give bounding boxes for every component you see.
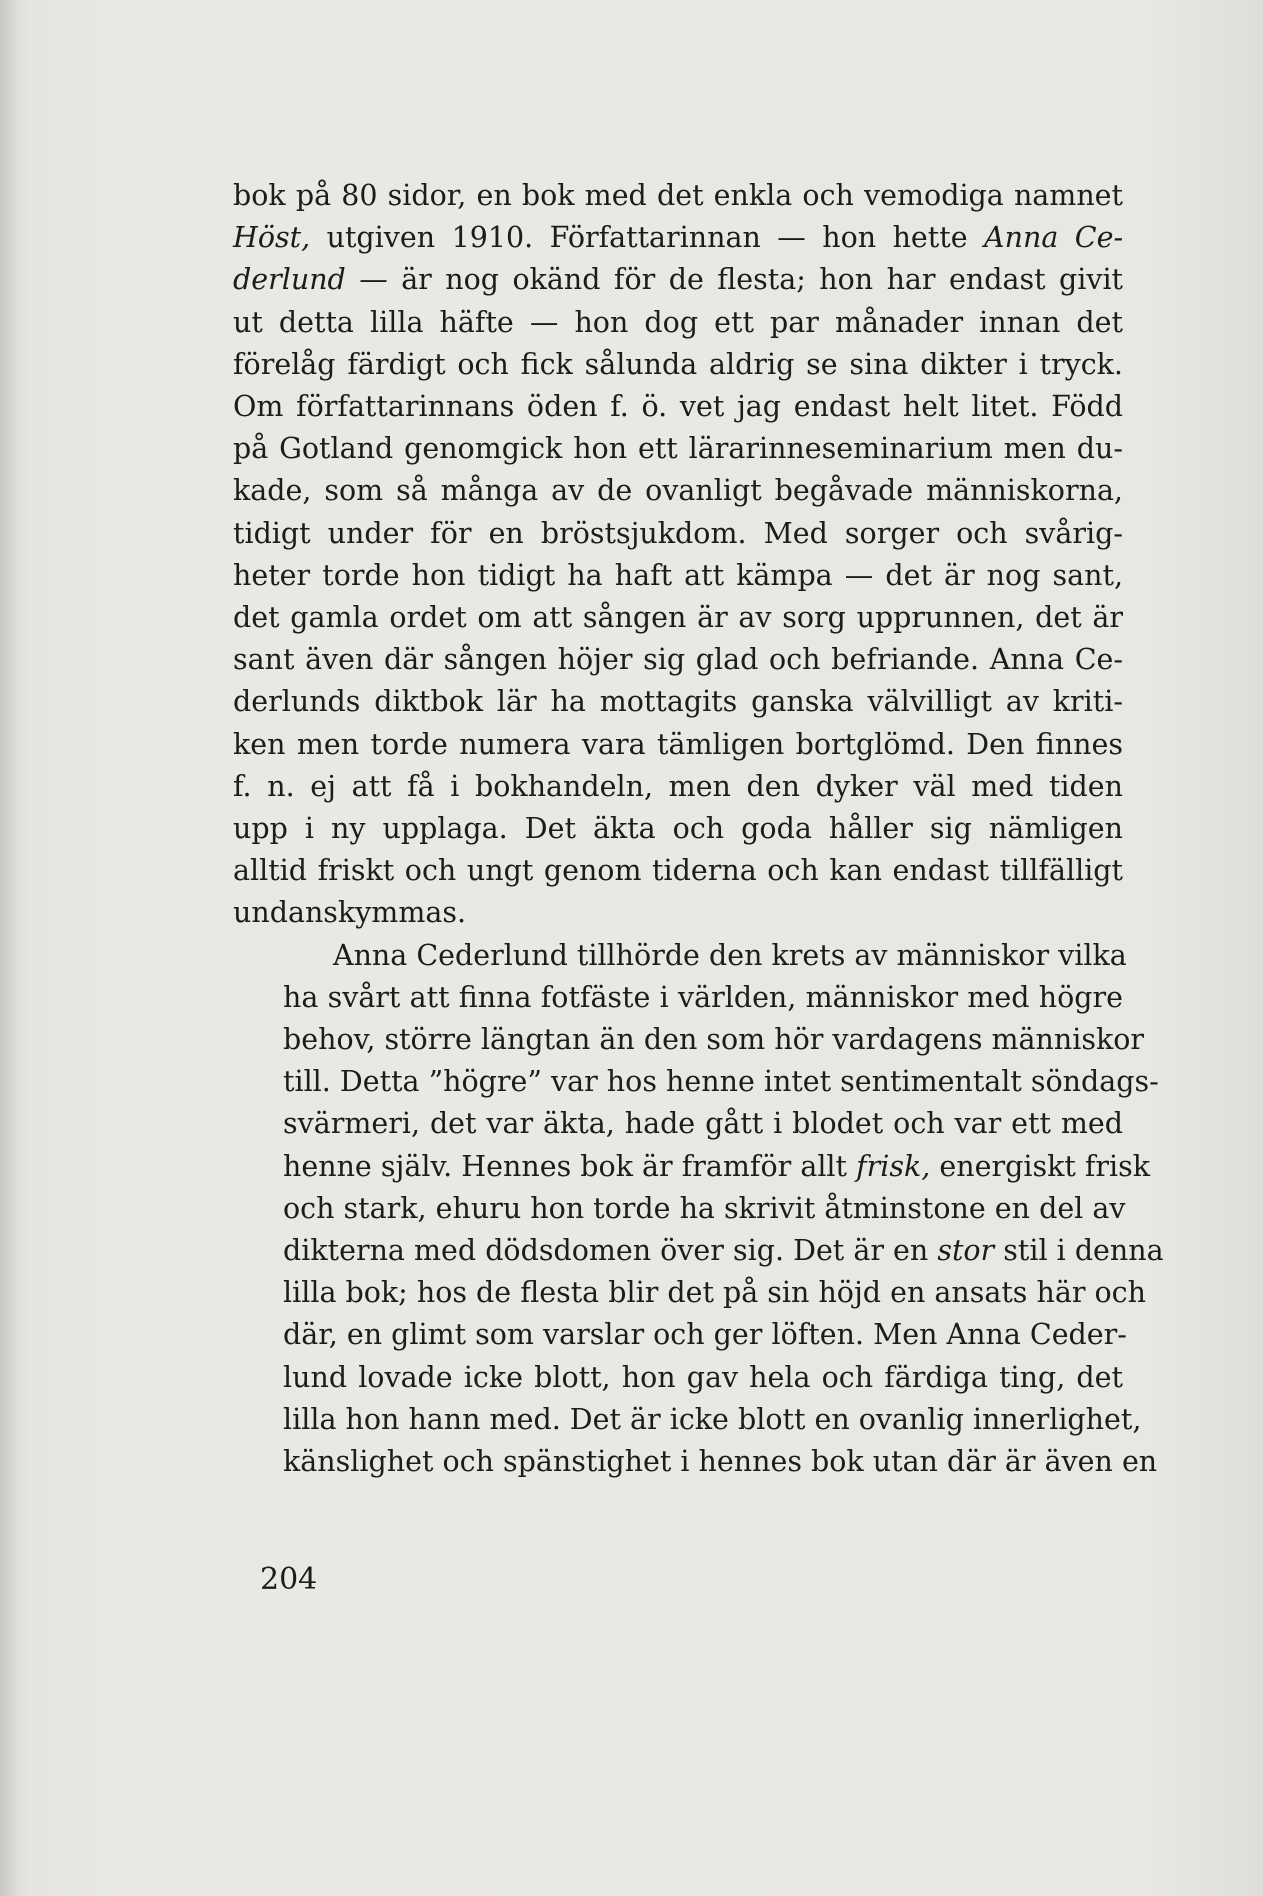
text-line: kade, som så många av de ovanligt begåvade människorna, bbox=[233, 474, 1123, 508]
text-line: sant även där sången höjer sig glad och befriande. Anna Ce- bbox=[233, 643, 1123, 677]
page-number: 204 bbox=[260, 1562, 318, 1597]
text-line: behov, större längtan än den som hör vardagens människor bbox=[283, 1023, 1145, 1057]
text-line: heter torde hon tidigt ha haft att kämpa — det är nog sant, bbox=[233, 558, 1123, 592]
text-line: Om författarinnans öden f. ö. vet jag endast helt litet. Född bbox=[233, 390, 1123, 424]
text-line: tidigt under för en bröstsjukdom. Med sorger och svårig- bbox=[233, 516, 1123, 550]
text-line: och stark, ehuru hon torde ha skrivit åtminstone en del av bbox=[283, 1191, 1126, 1225]
text-line: lilla hon hann med. Det är icke blott en ovanlig innerlighet, bbox=[283, 1402, 1142, 1436]
text-line: svärmeri, det var äkta, hade gått i blodet och var ett med bbox=[283, 1107, 1123, 1141]
text-line: Höst, utgiven 1910. Författarinnan — hon hette Anna Ce- bbox=[233, 221, 1124, 255]
paragraph-1 bbox=[233, 175, 1123, 935]
text-line: det gamla ordet om att sången är av sorg upprunnen, det är bbox=[233, 601, 1123, 635]
text-line: derlunds diktbok lär ha mottagits ganska välvilligt av kriti- bbox=[233, 685, 1123, 719]
text-line: henne själv. Hennes bok är framför allt frisk, energiskt frisk bbox=[283, 1149, 1151, 1183]
text-line: till. Detta ”högre” var hos henne intet sentimentalt söndags- bbox=[283, 1065, 1159, 1099]
text-line: derlund — är nog okänd för de flesta; hon har endast givit bbox=[233, 263, 1124, 297]
text-line: lilla bok; hos de flesta blir det på sin höjd en ansats här och bbox=[283, 1276, 1146, 1310]
text-line: undanskymmas. bbox=[233, 896, 467, 930]
text-line: lund lovade icke blott, hon gav hela och färdiga ting, det bbox=[283, 1360, 1123, 1394]
paragraph-2 bbox=[233, 935, 1164, 1484]
text-line: upp i ny upplaga. Det äkta och goda håller sig nämligen bbox=[233, 812, 1123, 846]
text-line: alltid friskt och ungt genom tiderna och kan endast tillfälligt bbox=[233, 854, 1123, 888]
text-line: där, en glimt som varslar och ger löften. Men Anna Ceder- bbox=[283, 1318, 1127, 1352]
text-line: ha svårt att finna fotfäste i världen, människor med högre bbox=[283, 980, 1123, 1014]
body-text bbox=[233, 175, 1164, 1483]
text-line: dikterna med dödsdomen över sig. Det är en stor stil i denna bbox=[283, 1234, 1164, 1268]
text-line: ken men torde numera vara tämligen bortglömd. Den finnes bbox=[233, 727, 1123, 761]
text-line: förelåg färdigt och fick sålunda aldrig se sina dikter i tryck. bbox=[233, 347, 1123, 381]
text-line: bok på 80 sidor, en bok med det enkla och vemodiga namnet bbox=[233, 179, 1123, 212]
spine-shadow bbox=[0, 0, 18, 1896]
text-line: ut detta lilla häfte — hon dog ett par månader innan det bbox=[233, 305, 1123, 339]
text-line: på Gotland genomgick hon ett lärarinneseminarium men du- bbox=[233, 432, 1123, 466]
text-line: Anna Cederlund tillhörde den krets av människor vilka bbox=[333, 938, 1127, 972]
text-line: känslighet och spänstighet i hennes bok utan där är även en bbox=[283, 1445, 1158, 1479]
text-line: f. n. ej att få i bokhandeln, men den dyker väl med tiden bbox=[233, 769, 1123, 803]
